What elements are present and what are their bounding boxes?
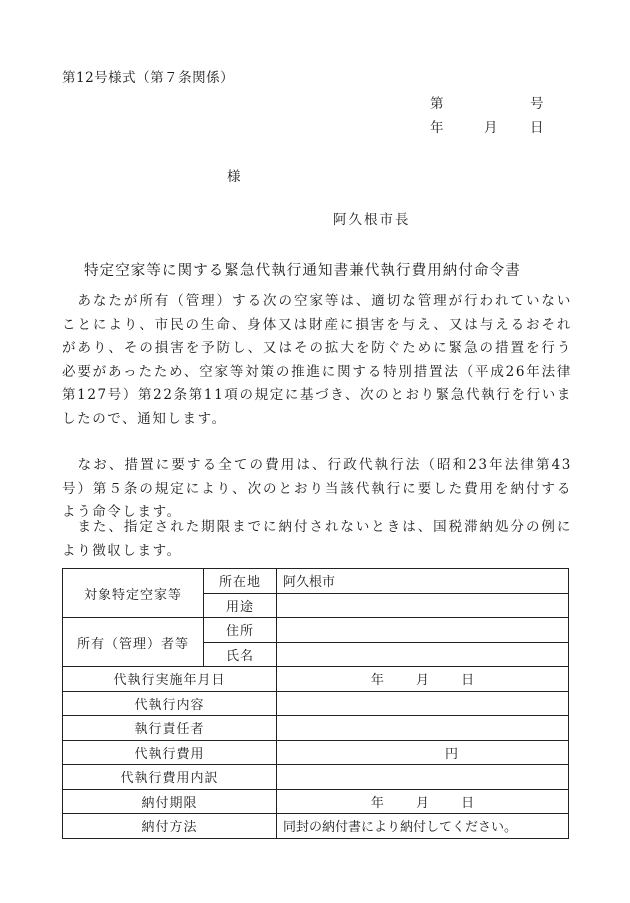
date-month-label: 月 bbox=[484, 120, 498, 136]
document-number-label: 第 bbox=[430, 96, 444, 112]
table-row bbox=[63, 569, 569, 594]
execution-date-value: 年 月 日 bbox=[277, 667, 569, 692]
form-number: 第12号様式（第７条関係） bbox=[62, 70, 235, 86]
location-value: 阿久根市 bbox=[277, 569, 569, 594]
execution-cost-label: 代執行費用 bbox=[63, 740, 277, 765]
execution-content-label: 代執行内容 bbox=[63, 691, 277, 716]
date-year-label: 年 bbox=[430, 120, 444, 136]
target-property-label: 対象特定空家等 bbox=[63, 569, 204, 618]
payment-deadline-value: 年 月 日 bbox=[277, 789, 569, 814]
use-value bbox=[277, 593, 569, 618]
table-row bbox=[63, 740, 569, 765]
table-row bbox=[63, 716, 569, 741]
document-number-suffix: 号 bbox=[530, 96, 544, 112]
date-day-label: 日 bbox=[530, 120, 544, 136]
payment-method-label: 納付方法 bbox=[63, 814, 277, 839]
name-label: 氏名 bbox=[204, 642, 277, 667]
issuer-name: 阿久根市長 bbox=[333, 212, 411, 228]
use-label: 用途 bbox=[204, 593, 277, 618]
payment-method-value: 同封の納付書により納付してください。 bbox=[277, 814, 569, 839]
table-row bbox=[63, 667, 569, 692]
cost-breakdown-value bbox=[277, 765, 569, 790]
responsible-person-value bbox=[277, 716, 569, 741]
cost-breakdown-label: 代執行費用内訳 bbox=[63, 765, 277, 790]
table-row bbox=[63, 691, 569, 716]
table-row bbox=[63, 765, 569, 790]
document-title: 特定空家等に関する緊急代執行通知書兼代執行費用納付命令書 bbox=[84, 263, 521, 279]
owner-label: 所有（管理）者等 bbox=[63, 618, 204, 667]
table-row bbox=[63, 618, 569, 643]
name-value bbox=[277, 642, 569, 667]
table-row bbox=[63, 814, 569, 839]
address-value bbox=[277, 618, 569, 643]
payment-deadline-label: 納付期限 bbox=[63, 789, 277, 814]
execution-cost-value: 円 bbox=[277, 740, 569, 765]
table-row bbox=[63, 789, 569, 814]
responsible-person-label: 執行責任者 bbox=[63, 716, 277, 741]
addressee-honorific: 様 bbox=[227, 169, 241, 185]
address-label: 住所 bbox=[204, 618, 277, 643]
body-paragraph-collection: また、指定された期限までに納付されないときは、国税滞納処分の例により徴収します。 bbox=[62, 519, 572, 559]
execution-date-label: 代執行実施年月日 bbox=[63, 667, 277, 692]
execution-details-table bbox=[62, 568, 569, 839]
execution-content-value bbox=[277, 691, 569, 716]
location-label: 所在地 bbox=[204, 569, 277, 594]
body-paragraph-cost: なお、措置に要する全ての費用は、行政代執行法（昭和23年法律第43号）第５条の規定により、次のとおり当該代執行に要した費用を納付するよう命令します。 bbox=[62, 457, 572, 520]
body-paragraph-notice: あなたが所有（管理）する次の空家等は、適切な管理が行われていないことにより、市民の生命、身体又は財産に損害を与え、又は与えるおそれがあり、その損害を予防し、又はその拡大を防ぐために緊急の措置を行う必要があったため、空家等対策の推進に関する特別措置法（平成26年法律第127号）第22条第11項の規定に基づき、次のとおり緊急代執行を行いましたので、通知します。 bbox=[62, 293, 572, 427]
